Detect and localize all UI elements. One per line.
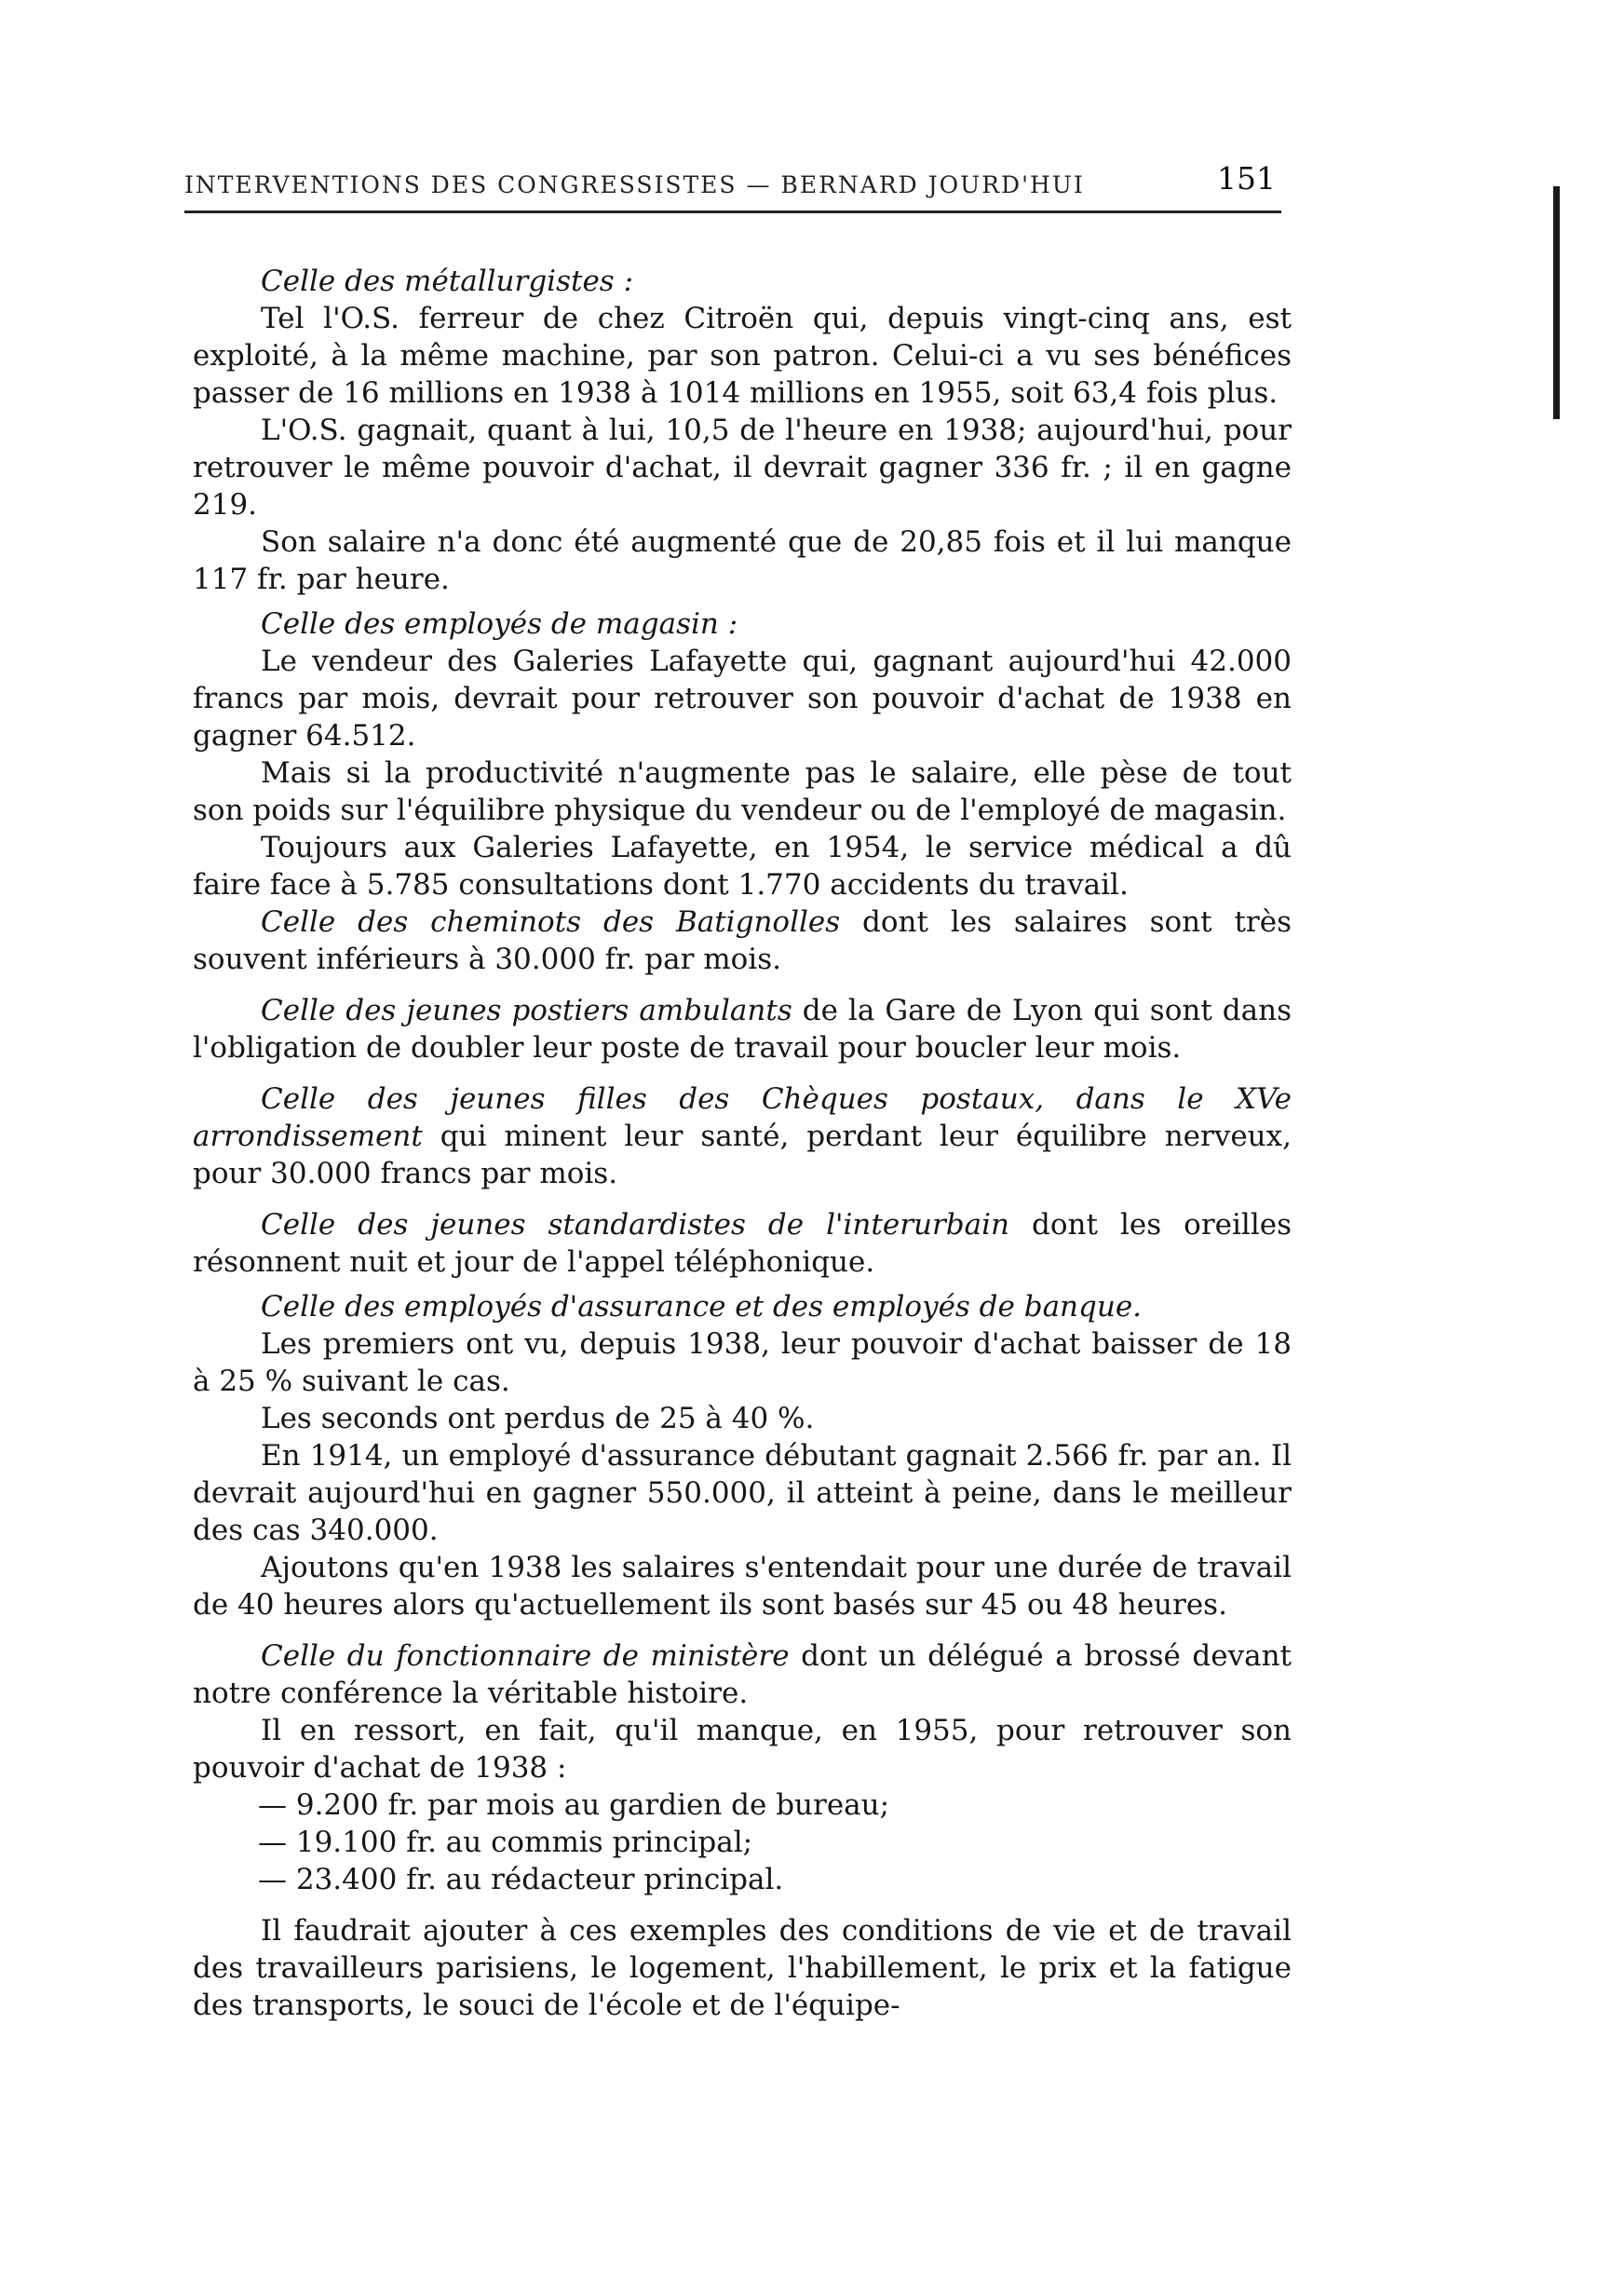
paragraph-rest: dont les oreilles résonnent nuit et jour de l'appel téléphonique. — [193, 1208, 1292, 1279]
paragraph: Le vendeur des Galeries Lafayette qui, gagnant aujourd'hui 42.000 francs par mois, devrait pour retrouver son pouvoir d'achat de 1938 en gagner 64.512. — [193, 645, 1292, 753]
paragraph: Les premiers ont vu, depuis 1938, leur pouvoir d'achat baisser de 18 à 25 % suivant le cas. — [193, 1327, 1292, 1398]
paragraph: Il en ressort, en fait, qu'il manque, en 1955, pour retrouver son pouvoir d'achat de 1938 : — [193, 1714, 1292, 1785]
paragraph-rest: qui minent leur santé, perdant leur équilibre nerveux, pour 30.000 francs par mois. — [193, 1120, 1292, 1190]
paragraph-heading-assurance: Celle des employés d'assurance et des employés de banque. — [261, 1290, 1143, 1324]
salary-gap-list — [193, 1786, 1292, 1898]
paragraph: Toujours aux Galeries Lafayette, en 1954, le service médical a dû faire face à 5.785 consultations dont 1.770 accidents du travail. — [193, 831, 1292, 902]
paragraph — [193, 992, 1292, 1066]
paragraph: Les seconds ont perdus de 25 à 40 %. — [261, 1402, 815, 1435]
list-item: — 19.100 fr. au commis principal; — [258, 1826, 753, 1859]
paragraph-heading-metallurgistes: Celle des métallurgistes : — [261, 265, 634, 298]
paragraph — [193, 1637, 1292, 1712]
paragraph-lead: Celle du fonctionnaire de ministère — [261, 1639, 790, 1673]
paragraph-lead: Celle des jeunes postiers ambulants — [261, 994, 792, 1027]
paragraph — [193, 903, 1292, 978]
paragraph — [193, 1206, 1292, 1281]
page-number: 151 — [1217, 160, 1276, 197]
paragraph-rest: dont un délégué a brossé devant notre conférence la véritable histoire. — [193, 1639, 1292, 1710]
paragraph: L'O.S. gagnait, quant à lui, 10,5 de l'heure en 1938; aujourd'hui, pour retrouver le même pouvoir d'achat, il devrait gagner 336 fr. ; il en gagne 219. — [193, 414, 1292, 522]
running-title: INTERVENTIONS DES CONGRESSISTES — BERNARD JOURD'HUI — [184, 171, 1085, 198]
paragraph-rest: de la Gare de Lyon qui sont dans l'obligation de doubler leur poste de travail pour boucler leur mois. — [193, 994, 1292, 1065]
paragraph: En 1914, un employé d'assurance débutant gagnait 2.566 fr. par an. Il devrait aujourd'hui en gagner 550.000, il atteint à peine, dans le meilleur des cas 340.000. — [193, 1439, 1292, 1547]
paragraph: Il faudrait ajouter à ces exemples des conditions de vie et de travail des travailleurs parisiens, le logement, l'habillement, le prix et la fatigue des transports, le souci de l'école et de l'équipe- — [193, 1914, 1292, 2022]
paragraph: Tel l'O.S. ferreur de chez Citroën qui, depuis vingt-cinq ans, est exploité, à la même machine, par son patron. Celui-ci a vu ses bénéfices passer de 16 millions en 1938 à 1014 millions en 1955, soit 63,4 fois plus. — [193, 302, 1292, 410]
paragraph-lead: Celle des jeunes filles des Chèques postaux, dans le XVe arrondissement — [193, 1082, 1292, 1153]
paragraph-lead: Celle des cheminots des Batignolles — [261, 905, 841, 939]
paragraph: Ajoutons qu'en 1938 les salaires s'entendait pour une durée de travail de 40 heures alors qu'actuellement ils sont basés sur 45 ou 48 heures. — [193, 1551, 1292, 1622]
paragraph — [193, 1080, 1292, 1192]
paragraph: Mais si la productivité n'augmente pas le salaire, elle pèse de tout son poids sur l'équilibre physique du vendeur ou de l'employé de magasin. — [193, 756, 1292, 827]
paragraph-rest: dont les salaires sont très souvent inférieurs à 30.000 fr. par mois. — [193, 905, 1292, 976]
list-item: — 9.200 fr. par mois au gardien de bureau; — [258, 1788, 890, 1822]
paragraph-heading-magasin: Celle des employés de magasin : — [261, 607, 738, 641]
page-header — [184, 155, 1281, 213]
paragraph-lead: Celle des jeunes standardistes de l'interurbain — [261, 1208, 1010, 1242]
paragraph: Son salaire n'a donc été augmenté que de 20,85 fois et il lui manque 117 fr. par heure. — [193, 525, 1292, 596]
margin-mark — [1553, 186, 1560, 419]
list-item: — 23.400 fr. au rédacteur principal. — [258, 1863, 784, 1896]
page-body — [193, 263, 1292, 2024]
